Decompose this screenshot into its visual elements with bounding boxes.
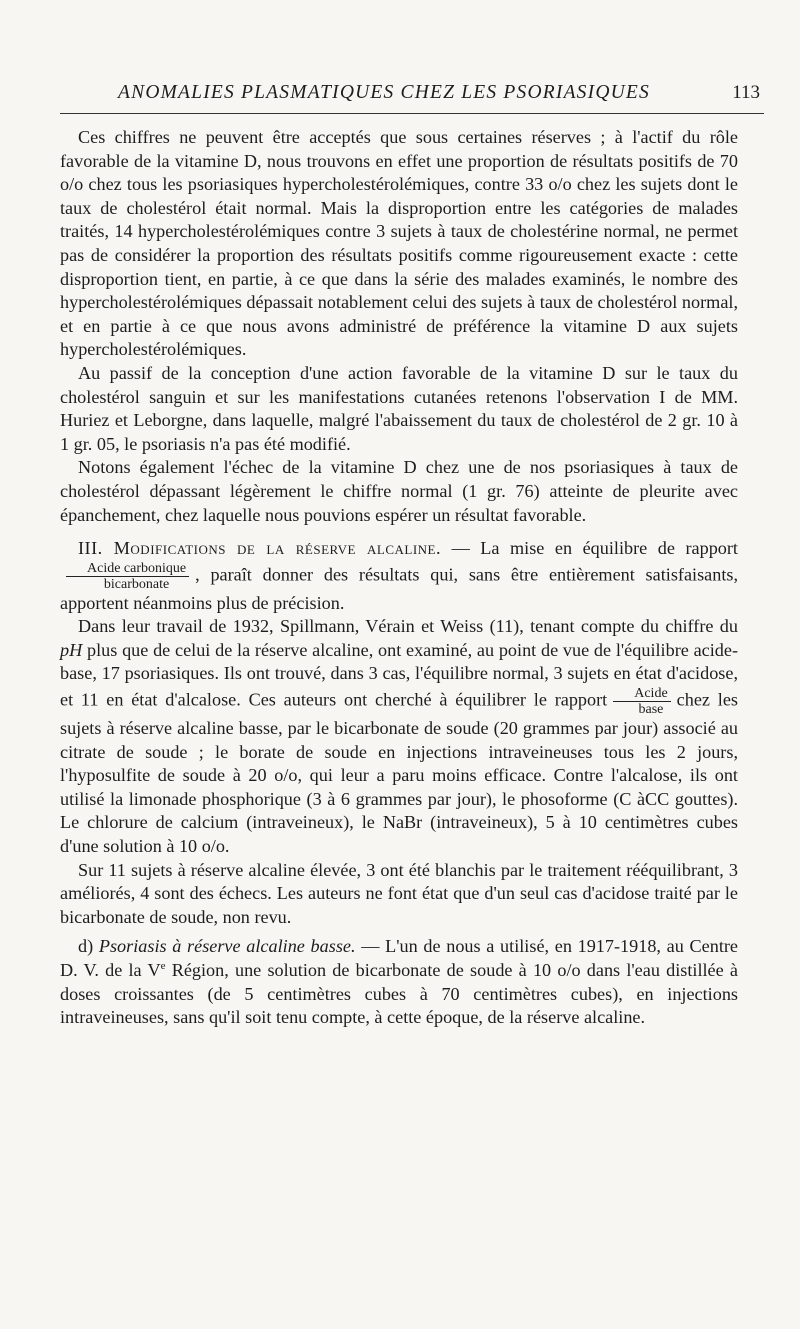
fraction-denominator: bicarbonate	[103, 576, 170, 592]
ph-term: pH	[60, 639, 83, 660]
text-run: Dans leur travail de 1932, Spillmann, Vérain et Weiss (11), tenant compte du chiffre du	[78, 616, 738, 637]
paragraph: Ces chiffres ne peuvent être acceptés que sous certaines réserves ; à l'actif du rôle favorable de la vitamine D, nous trouvons en effet une proportion de résultats positifs de 70 o/o chez tous les psoriasiques hypercholestérolémiques, contre 33 o/o chez les sujets dont le taux de cholestérol était normal. Mais la disproportion entre les catégories de malades traités, 14 hypercholestérolémiques contre 3 sujets à taux de cholestérine normal, ne permet pas de considérer la proportion des résultats positifs comme rigoureusement exacte : cette disproportion tient, en partie, à ce que dans la série des malades examinés, le nombre des hypercholestérolémiques dépassait notablement celui des sujets à taux de cholestérol normal, et en partie à ce que nous avons administré de préférence la vitamine D aux sujets hypercholestérolémiques.	[60, 127, 738, 360]
fraction-acide-base	[613, 686, 670, 717]
body-text	[60, 126, 738, 1030]
paragraph: Au passif de la conception d'une action favorable de la vitamine D sur le taux du cholestérol sanguin et sur les manifestations cutanées retenons l'observation I de MM. Huriez et Leborgne, dans laquelle, malgré l'abaissement du taux de cholestérol de 2 gr. 10 à 1 gr. 05, le psoriasis n'a pas été modifié.	[60, 362, 738, 454]
text-run: , paraît donner des résultats qui, sans être entièrement satisfaisants, apportent néanmoins plus de précision.	[60, 564, 738, 613]
paragraph: Notons également l'échec de la vitamine D chez une de nos psoriasiques à taux de cholestérol dépassant légèrement le chiffre normal (1 gr. 76) atteinte de pleurite avec épanchement, chez laquelle nous pouvions espérer un résultat favorable.	[60, 457, 738, 525]
section-title: Psoriasis à réserve alcaline basse.	[98, 936, 356, 957]
paragraph	[60, 615, 738, 858]
page-number: 113	[732, 82, 760, 103]
fraction-denominator: base	[638, 702, 664, 718]
text-run: plus que de celui de la réserve alcaline, ont examiné, au point de vue de l'équilibre acide-base, 17 psoriasiques. Ils ont trouvé, dans 3 cas, l'équilibre normal, 3 sujets en état d'acidose, et 11 en état d'alcalose. Ces auteurs ont cherché à équilibrer le rapport	[60, 639, 738, 710]
section-label: d)	[78, 936, 99, 957]
paragraph-section-d	[60, 935, 738, 1029]
text-run: — La mise en équilibre de rapport	[441, 538, 738, 559]
paragraph: Sur 11 sujets à réserve alcaline élevée, 3 ont été blanchis par le traitement rééquilibrant, 3 améliorés, 4 sont des échecs. Les auteurs ne font état que d'un seul cas d'acidose traité par le bicarbonate de soude, non revu.	[60, 859, 738, 927]
superscript-e: e	[160, 959, 166, 972]
page-header	[60, 82, 764, 110]
fraction-acide-carbonique-bicarbonate	[66, 561, 189, 592]
fraction-numerator: Acide	[613, 686, 670, 702]
paragraph-section-iii	[60, 537, 738, 615]
text-run: chez les sujets à réserve alcaline basse, par le bicarbonate de soude (20 grammes par jour) associé au citrate de soude ; le borate de soude en injections intraveineuses tous les 2 jours, l'hyposulfite de soude à 20 o/o, qui leur a paru moins efficace. Contre l'alcalose, ils ont utilisé la limonade phosphorique (3 à 6 grammes par jour), le phosoforme (C àCC gouttes). Le chlorure de calcium (intraveineux), le NaBr (intraveineux), 5 à 10 centimètres cubes d'une solution à 10 o/o.	[60, 689, 738, 857]
fraction-numerator: Acide carbonique	[66, 561, 189, 577]
section-heading: III. Modifications de la réserve alcaline.	[78, 538, 442, 559]
running-title: ANOMALIES PLASMATIQUES CHEZ LES PSORIASIQUES	[118, 82, 650, 103]
header-rule	[60, 113, 764, 114]
text-run: — L'un de nous a utilisé, en 1917-1918, au Centre D. V. de la V	[60, 936, 739, 980]
text-run: Région, une solution de bicarbonate de soude à 10 o/o dans l'eau distillée à doses croissantes (de 5 centimètres cubes à 70 centimètres cubes), en injections intraveineuses, sans qu'il soit tenu compte, à cette époque, de la réserve alcaline.	[60, 960, 738, 1028]
